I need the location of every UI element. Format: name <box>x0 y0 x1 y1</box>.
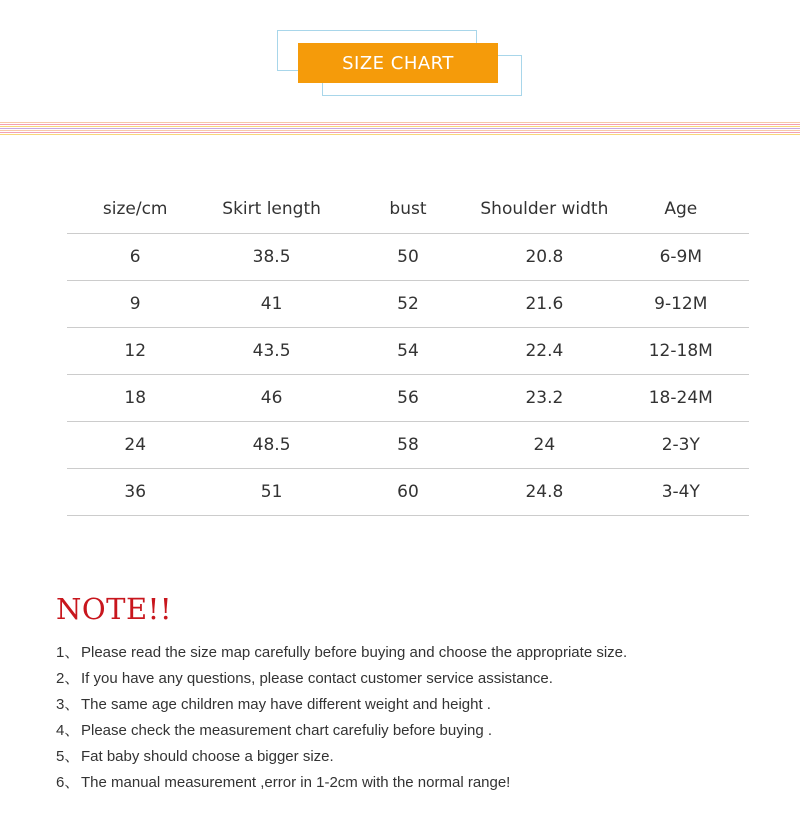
banner-title: SIZE CHART <box>342 52 454 74</box>
list-item <box>56 692 627 718</box>
table-cell: 22.4 <box>476 327 612 374</box>
table-row <box>67 468 749 515</box>
table-row <box>67 374 749 421</box>
table-row <box>67 280 749 327</box>
table-cell: 52 <box>340 280 476 327</box>
table-cell: 24 <box>67 421 203 468</box>
note-number: 3、 <box>56 696 80 713</box>
stripe-line <box>0 122 800 123</box>
table-cell: 58 <box>340 421 476 468</box>
decorative-stripes <box>0 122 800 136</box>
note-number: 1、 <box>56 644 80 661</box>
table-cell: 20.8 <box>476 233 612 280</box>
note-text: The manual measurement ,error in 1-2cm with the normal range! <box>81 774 511 791</box>
table-cell: 60 <box>340 468 476 515</box>
note-text: Please check the measurement chart carefuliy before buying . <box>81 722 493 739</box>
table-cell: 2-3Y <box>613 421 749 468</box>
size-chart-banner <box>298 43 498 83</box>
note-text: The same age children may have different weight and height . <box>81 696 491 713</box>
note-number: 5、 <box>56 748 80 765</box>
table-cell: 54 <box>340 327 476 374</box>
stripe-line <box>0 134 800 135</box>
table-cell: 12-18M <box>613 327 749 374</box>
table-cell: 18 <box>67 374 203 421</box>
note-number: 4、 <box>56 722 80 739</box>
header-size: size/cm <box>102 199 168 220</box>
list-item <box>56 770 627 796</box>
table-cell: 6 <box>67 233 203 280</box>
note-number: 2、 <box>56 670 80 687</box>
table-cell: 3-4Y <box>613 468 749 515</box>
table-cell: 24 <box>476 421 612 468</box>
table-cell: 23.2 <box>476 374 612 421</box>
note-text: Fat baby should choose a bigger size. <box>81 748 334 765</box>
table-cell: 9 <box>67 280 203 327</box>
list-item <box>56 666 627 692</box>
table-row <box>67 233 749 280</box>
stripe-line <box>0 130 800 131</box>
note-text: If you have any questions, please contact customer service assistance. <box>81 670 553 687</box>
table-cell: 21.6 <box>476 280 612 327</box>
list-item <box>56 640 627 666</box>
stripe-line <box>0 132 800 133</box>
list-item <box>56 744 627 770</box>
table-cell: 41 <box>203 280 339 327</box>
table-cell: 38.5 <box>203 233 339 280</box>
header-skirt-length: Skirt length <box>222 199 321 220</box>
table-cell: 46 <box>203 374 339 421</box>
table-cell: 9-12M <box>613 280 749 327</box>
table-cell: 12 <box>67 327 203 374</box>
stripe-line <box>0 126 800 127</box>
header-bust: bust <box>389 199 427 220</box>
note-number: 6、 <box>56 774 80 791</box>
table-cell: 24.8 <box>476 468 612 515</box>
table-cell: 50 <box>340 233 476 280</box>
stripe-line <box>0 124 800 125</box>
table-cell: 18-24M <box>613 374 749 421</box>
list-item <box>56 718 627 744</box>
table-header-row <box>67 186 749 233</box>
note-title: NOTE!! <box>56 592 172 626</box>
table-cell: 51 <box>203 468 339 515</box>
header-shoulder-width: Shoulder width <box>480 199 609 220</box>
table-cell: 56 <box>340 374 476 421</box>
header-age: Age <box>664 199 698 220</box>
table-row <box>67 327 749 374</box>
stripe-line <box>0 128 800 129</box>
table-cell: 48.5 <box>203 421 339 468</box>
notes-list <box>56 640 627 796</box>
table-cell: 6-9M <box>613 233 749 280</box>
size-table <box>67 186 749 516</box>
table-row <box>67 421 749 468</box>
note-text: Please read the size map carefully before buying and choose the appropriate size. <box>81 644 628 661</box>
table-cell: 36 <box>67 468 203 515</box>
table-cell: 43.5 <box>203 327 339 374</box>
